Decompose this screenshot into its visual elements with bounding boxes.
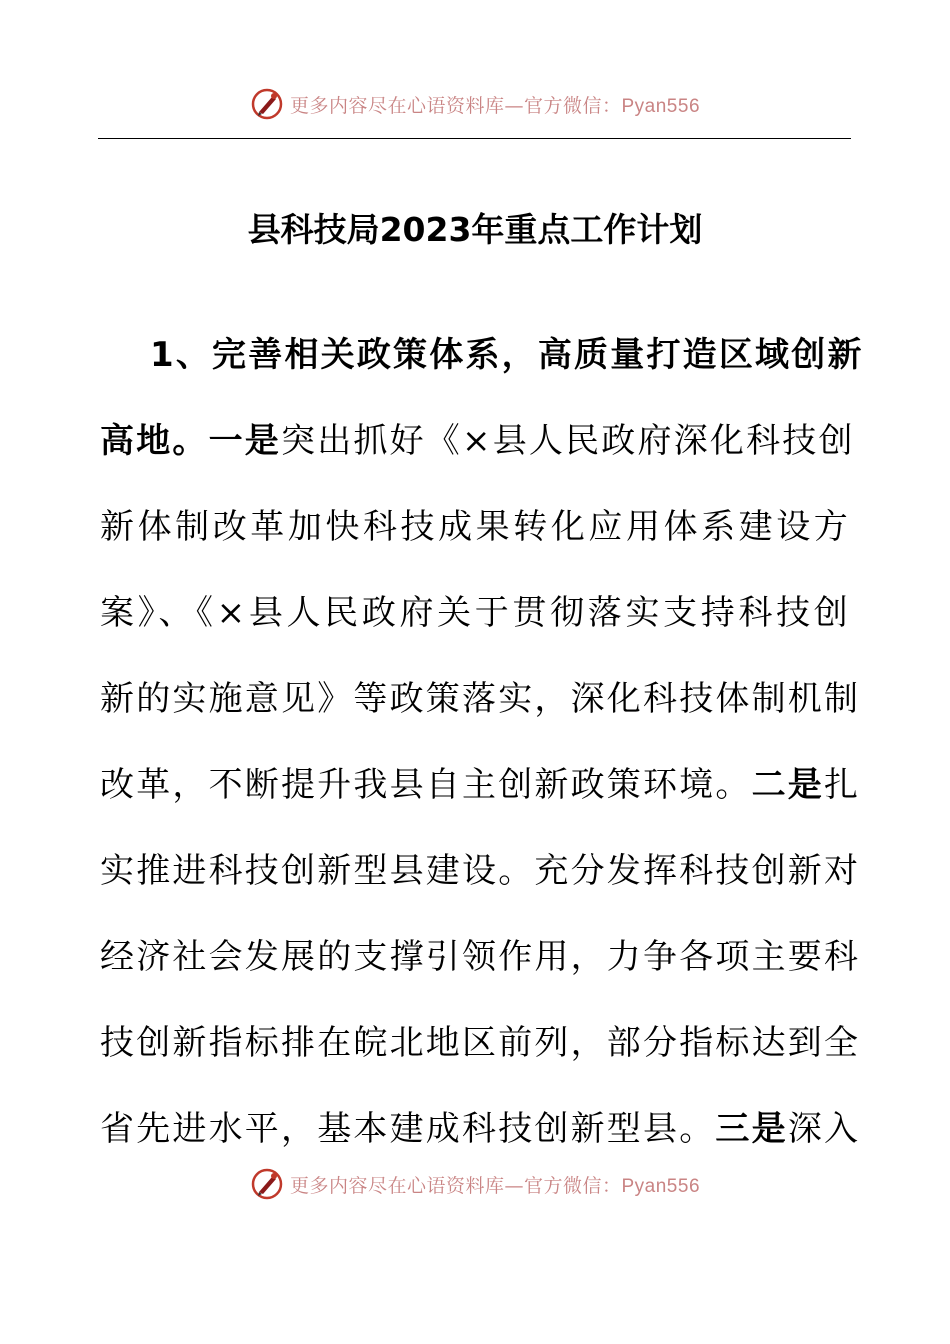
body-line (100, 484, 850, 570)
body-line (100, 828, 861, 914)
body-text-segment: 省先进水平，基本建成科技创新型县。 (100, 1109, 716, 1149)
document-title: 县科技局2023年重点工作计划 (247, 210, 703, 249)
watermark-text (290, 91, 700, 118)
body-text-segment: 扎 (824, 765, 861, 805)
body-text-segment: 技创新指标排在皖北地区前列，部分指标达到全 (100, 1023, 861, 1063)
watermark-handle: Pyan556 (621, 95, 701, 117)
emphasis-text: 高地。一是 (100, 421, 281, 461)
body-line (100, 312, 864, 398)
pen-logo-icon (250, 1167, 284, 1201)
body-text-segment: 深入 (787, 1109, 861, 1149)
footer-watermark (0, 1164, 950, 1204)
body-line (100, 570, 850, 656)
emphasis-text: 三是 (715, 1109, 788, 1149)
body-text-segment: 新体制改革加快科技成果转化应用体系建设方 (100, 507, 850, 547)
body-text-segment: 实推进科技创新型县建设。充分发挥科技创新对 (100, 851, 861, 891)
body-text-segment: 新的实施意见》等政策落实，深化科技体制机制 (100, 679, 861, 719)
body-text-segment: 突出抓好《×县人民政府深化科技创 (281, 421, 855, 461)
document-body (100, 312, 864, 1172)
body-line (100, 656, 861, 742)
body-text-segment: 经济社会发展的支撑引领作用，力争各项主要科 (100, 937, 861, 977)
watermark-text (290, 1171, 700, 1198)
header-watermark (0, 84, 950, 124)
body-text-segment: 改革，不断提升我县自主创新政策环境。 (100, 765, 752, 805)
emphasis-text: 1、完善相关政策体系，高质量打造区域创新 (150, 335, 864, 375)
body-text-segment: 案》、《×县人民政府关于贯彻落实支持科技创 (100, 593, 850, 633)
body-line (100, 914, 861, 1000)
emphasis-text: 二是 (751, 765, 825, 805)
watermark-handle: Pyan556 (621, 1175, 701, 1197)
body-line (100, 398, 855, 484)
body-line (100, 1000, 861, 1086)
body-line (100, 1086, 861, 1172)
watermark-label: 更多内容尽在心语资料库—官方微信： (289, 1174, 622, 1197)
pen-logo-icon (250, 87, 284, 121)
watermark-label: 更多内容尽在心语资料库—官方微信： (289, 94, 622, 117)
header-divider (98, 138, 851, 139)
body-line (100, 742, 861, 828)
